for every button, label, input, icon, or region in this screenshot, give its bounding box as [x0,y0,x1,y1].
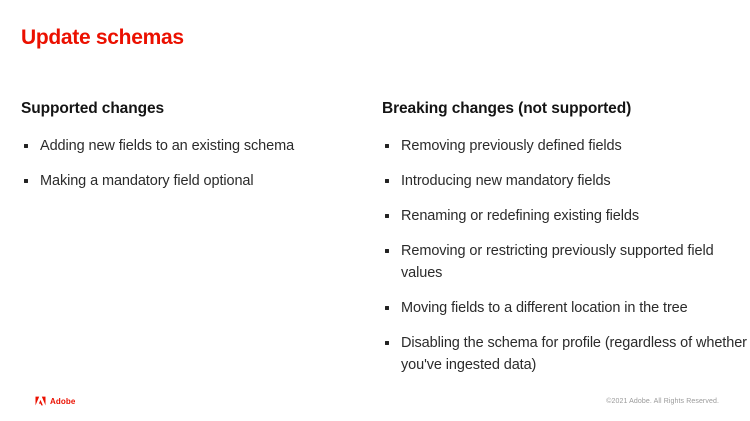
adobe-brand [35,396,75,406]
bullet-icon [382,332,401,345]
bullet-icon [382,170,401,183]
adobe-brand-label: Adobe [50,396,76,406]
bullet-text: Making a mandatory field optional [40,173,254,189]
list-item [382,240,747,284]
list-item [382,170,747,192]
bullet-text: Removing or restricting previously supported field values [401,243,714,281]
list-item [382,297,747,319]
slide-footer [0,395,750,421]
copyright-text: ©2021 Adobe. All Rights Reserved. [606,398,719,405]
bullet-icon [21,135,40,148]
breaking-changes-column [382,99,747,389]
list-item [382,205,747,227]
breaking-changes-list [382,135,747,376]
supported-changes-column [21,99,356,205]
breaking-changes-header: Breaking changes (not supported) [382,100,632,117]
bullet-text: Disabling the schema for profile (regardless of whether you've ingested data) [401,335,747,373]
supported-changes-list [21,135,356,192]
bullet-text: Renaming or redefining existing fields [401,208,639,224]
bullet-text: Removing previously defined fields [401,138,622,154]
bullet-icon [382,240,401,253]
bullet-icon [382,135,401,148]
bullet-text: Adding new fields to an existing schema [40,138,295,154]
list-item [21,135,356,157]
bullet-icon [21,170,40,183]
adobe-logo-icon [35,396,46,406]
list-item [382,135,747,157]
list-item [382,332,747,376]
bullet-icon [382,205,401,218]
bullet-text: Introducing new mandatory fields [401,173,611,189]
bullet-text: Moving fields to a different location in the tree [401,300,688,316]
bullet-icon [382,297,401,310]
list-item [21,170,356,192]
supported-changes-header: Supported changes [21,100,164,117]
page-title: Update schemas [21,26,184,49]
